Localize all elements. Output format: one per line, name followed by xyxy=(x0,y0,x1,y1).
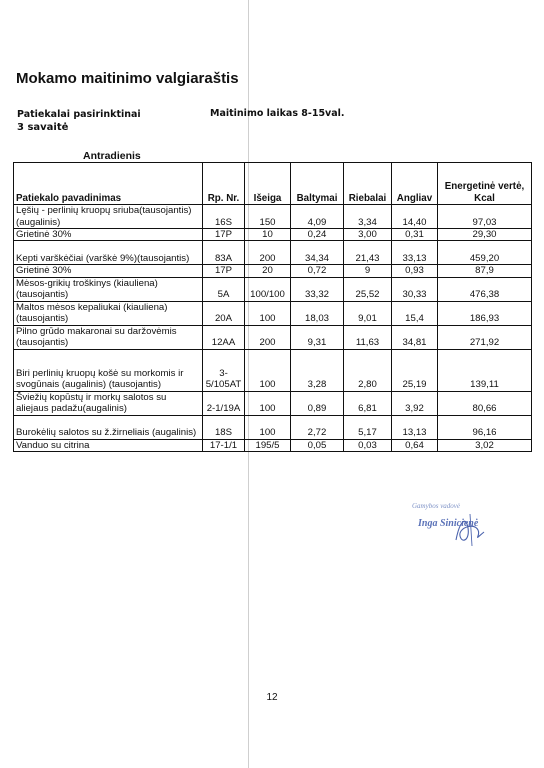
table-row xyxy=(14,241,532,265)
fat-cell: 5,17 xyxy=(344,415,392,439)
yield-cell: 100 xyxy=(245,349,291,391)
protein-cell: 0,89 xyxy=(291,391,344,415)
approval-stamp xyxy=(398,502,508,554)
menu-note xyxy=(17,108,141,134)
energy-cell: 186,93 xyxy=(438,301,532,325)
protein-cell: 3,28 xyxy=(291,349,344,391)
energy-cell: 97,03 xyxy=(438,205,532,229)
yield-cell: 200 xyxy=(245,325,291,349)
fat-cell: 0,03 xyxy=(344,439,392,451)
table-row xyxy=(14,349,532,391)
dish-name-cell: Biri perlinių kruopų košė su morkomis ir svogūnais (augalinis) (tausojantis) xyxy=(14,349,203,391)
col-header-protein: Baltymai xyxy=(291,163,344,205)
energy-cell: 96,16 xyxy=(438,415,532,439)
fat-cell: 21,43 xyxy=(344,241,392,265)
yield-cell: 100 xyxy=(245,415,291,439)
day-label: Antradienis xyxy=(83,150,141,162)
protein-cell: 34,34 xyxy=(291,241,344,265)
recipe-no-cell: 2-1/19A xyxy=(203,391,245,415)
dish-name-cell: Burokėlių salotos su ž.žirneliais (augalinis) xyxy=(14,415,203,439)
protein-cell: 33,32 xyxy=(291,277,344,301)
menu-table-body xyxy=(14,205,532,452)
table-row xyxy=(14,391,532,415)
energy-cell: 476,38 xyxy=(438,277,532,301)
yield-cell: 195/5 xyxy=(245,439,291,451)
dish-name-cell: Kepti varškėčiai (varškė 9%)(tausojantis) xyxy=(14,241,203,265)
carbs-cell: 0,31 xyxy=(392,229,438,241)
col-header-fat: Riebalai xyxy=(344,163,392,205)
col-header-energy: Energetinė vertė, Kcal xyxy=(438,163,532,205)
energy-cell: 139,11 xyxy=(438,349,532,391)
fat-cell: 11,63 xyxy=(344,325,392,349)
col-header-name: Patiekalo pavadinimas xyxy=(14,163,203,205)
col-header-yield: Išeiga xyxy=(245,163,291,205)
dish-name-cell: Mėsos-grikių troškinys (kiauliena) (tausojantis) xyxy=(14,277,203,301)
protein-cell: 2,72 xyxy=(291,415,344,439)
fat-cell: 6,81 xyxy=(344,391,392,415)
protein-cell: 9,31 xyxy=(291,325,344,349)
protein-cell: 4,09 xyxy=(291,205,344,229)
recipe-no-cell: 18S xyxy=(203,415,245,439)
fat-cell: 3,34 xyxy=(344,205,392,229)
selection-note: Patiekalai pasirinktinai xyxy=(17,109,141,120)
carbs-cell: 15,4 xyxy=(392,301,438,325)
protein-cell: 0,05 xyxy=(291,439,344,451)
carbs-cell: 3,92 xyxy=(392,391,438,415)
carbs-cell: 14,40 xyxy=(392,205,438,229)
page-title: Mokamo maitinimo valgiaraštis xyxy=(16,70,239,87)
recipe-no-cell: 12AA xyxy=(203,325,245,349)
signature-icon xyxy=(448,510,488,550)
recipe-no-cell: 5A xyxy=(203,277,245,301)
dish-name-cell: Vanduo su citrina xyxy=(14,439,203,451)
recipe-no-cell: 3-5/105AT xyxy=(203,349,245,391)
dish-name-cell: Pilno grūdo makaronai su daržovėmis (tausojantis) xyxy=(14,325,203,349)
yield-cell: 100/100 xyxy=(245,277,291,301)
dish-name-cell: Grietinė 30% xyxy=(14,265,203,277)
carbs-cell: 34,81 xyxy=(392,325,438,349)
col-header-carbs: Angliav xyxy=(392,163,438,205)
energy-cell: 271,92 xyxy=(438,325,532,349)
dish-name-cell: Šviežių kopūstų ir morkų salotos su aliejaus padažu(augalinis) xyxy=(14,391,203,415)
yield-cell: 150 xyxy=(245,205,291,229)
table-row xyxy=(14,325,532,349)
energy-cell: 87,9 xyxy=(438,265,532,277)
yield-cell: 20 xyxy=(245,265,291,277)
recipe-no-cell: 17-1/1 xyxy=(203,439,245,451)
page-number: 12 xyxy=(266,692,278,703)
recipe-no-cell: 20A xyxy=(203,301,245,325)
energy-cell: 29,30 xyxy=(438,229,532,241)
energy-cell: 80,66 xyxy=(438,391,532,415)
fat-cell: 2,80 xyxy=(344,349,392,391)
table-row xyxy=(14,229,532,241)
table-row xyxy=(14,439,532,451)
table-row xyxy=(14,415,532,439)
energy-cell: 459,20 xyxy=(438,241,532,265)
week-label: 3 savaitė xyxy=(17,122,69,133)
table-row xyxy=(14,301,532,325)
fat-cell: 25,52 xyxy=(344,277,392,301)
energy-cell: 3,02 xyxy=(438,439,532,451)
fat-cell: 9 xyxy=(344,265,392,277)
carbs-cell: 25,19 xyxy=(392,349,438,391)
table-row xyxy=(14,205,532,229)
stamp-person: Inga Sinicienė xyxy=(418,518,479,529)
dish-name-cell: Grietinė 30% xyxy=(14,229,203,241)
table-header-row xyxy=(14,163,532,205)
carbs-cell: 0,93 xyxy=(392,265,438,277)
carbs-cell: 0,64 xyxy=(392,439,438,451)
table-row xyxy=(14,265,532,277)
serving-time: Maitinimo laikas 8-15val. xyxy=(210,108,345,119)
dish-name-cell: Maltos mėsos kepaliukai (kiauliena) (tausojantis) xyxy=(14,301,203,325)
protein-cell: 0,72 xyxy=(291,265,344,277)
table-row xyxy=(14,277,532,301)
fat-cell: 3,00 xyxy=(344,229,392,241)
yield-cell: 200 xyxy=(245,241,291,265)
col-header-recipe-no: Rp. Nr. xyxy=(203,163,245,205)
yield-cell: 100 xyxy=(245,391,291,415)
recipe-no-cell: 83A xyxy=(203,241,245,265)
recipe-no-cell: 16S xyxy=(203,205,245,229)
carbs-cell: 30,33 xyxy=(392,277,438,301)
stamp-role: Gamybos vadovė xyxy=(412,502,461,510)
protein-cell: 0,24 xyxy=(291,229,344,241)
dish-name-cell: Lęšių - perlinių kruopų sriuba(tausojantis)(augalinis) xyxy=(14,205,203,229)
protein-cell: 18,03 xyxy=(291,301,344,325)
recipe-no-cell: 17P xyxy=(203,265,245,277)
fat-cell: 9,01 xyxy=(344,301,392,325)
yield-cell: 100 xyxy=(245,301,291,325)
yield-cell: 10 xyxy=(245,229,291,241)
menu-table xyxy=(13,162,532,452)
recipe-no-cell: 17P xyxy=(203,229,245,241)
carbs-cell: 33,13 xyxy=(392,241,438,265)
carbs-cell: 13,13 xyxy=(392,415,438,439)
